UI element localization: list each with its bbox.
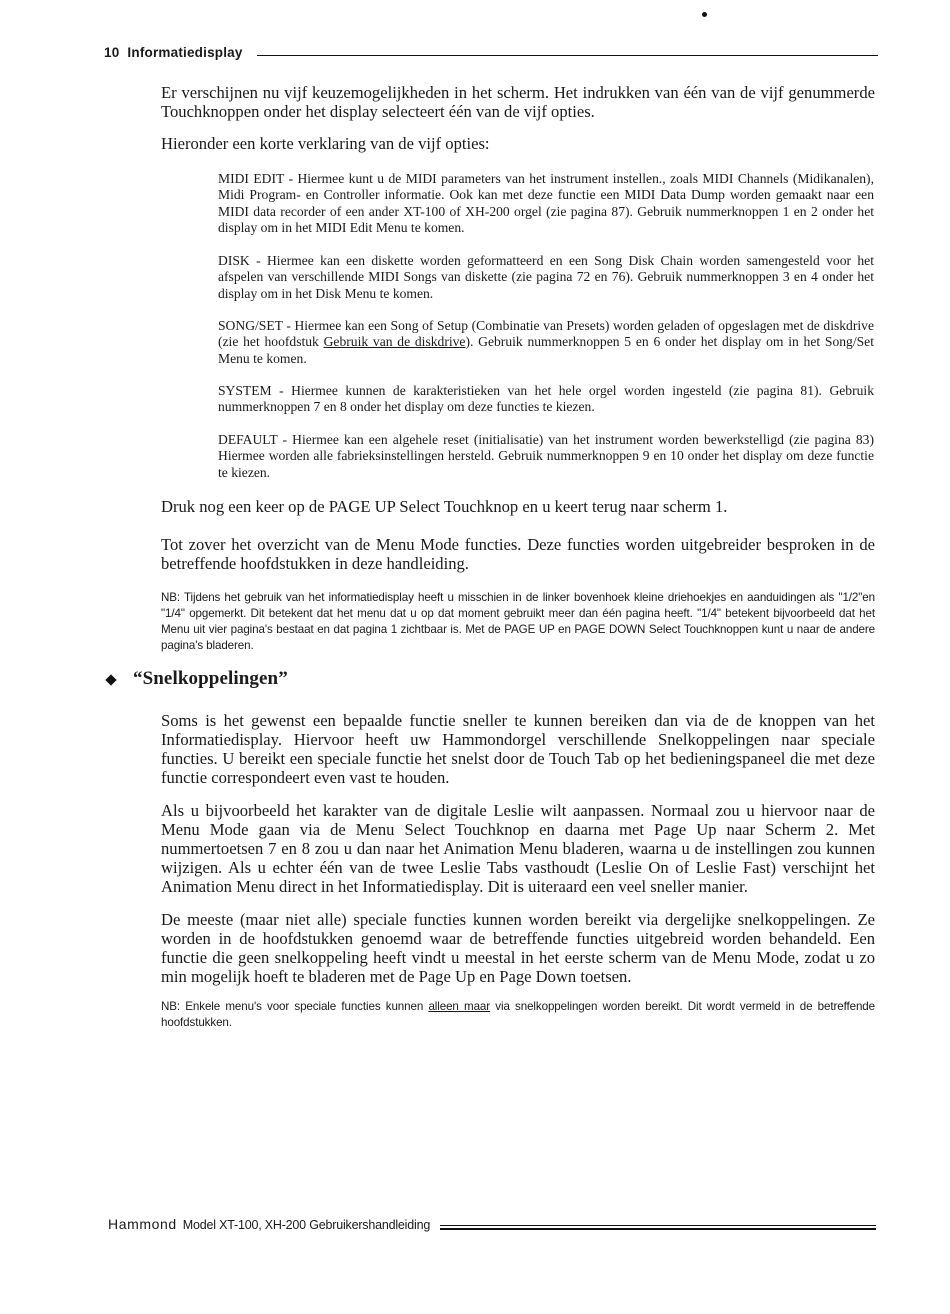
header-section-title: Informatiedisplay	[127, 44, 243, 60]
option-system: SYSTEM - Hiermee kunnen de karakteristieken van het hele orgel worden ingesteld (zie pagina 81). Gebruik nummerknoppen 7 en 8 onder het display om deze functies te kiezen.	[218, 383, 874, 415]
footer-brand: Hammond	[108, 1216, 177, 1232]
diamond-bullet-icon	[105, 674, 116, 685]
diskdrive-chapter-link: Gebruik van de diskdrive	[323, 334, 466, 350]
header-rule	[257, 55, 878, 56]
page-number: 10	[104, 44, 120, 60]
intro-paragraph-1: Er verschijnen nu vijf keuzemogelijkheden in het scherm. Het indrukken van één van de vijf genummerde Touchknoppen onder het display selecteert één van de vijf opties.	[161, 83, 875, 121]
note-page-indicators: NB: Tijdens het gebruik van het informatiedisplay heeft u misschien in de linker bovenhoek kleine driehoekjes en aanduidingen als "1/2"en "1/4" opgemerkt. Dit betekent dat het menu dat u op dat moment gebruikt meer dan één pagina heeft. "1/4" betekent bijvoorbeeld dat het Menu uit vier pagina's bestaat en dat pagina 1 zichtbaar is. Met de PAGE UP en PAGE DOWN Select Touchknoppen kunt u naar de andere pagina's bladeren.	[161, 591, 875, 652]
section-heading	[107, 667, 288, 691]
page-footer	[108, 1213, 876, 1231]
page-header	[104, 41, 878, 59]
shortcuts-paragraph-1: Soms is het gewenst een bepaalde functie sneller te kunnen bereiken dan via de de knoppen van het Informatiedisplay. Hiervoor heeft uw Hammondorgel verschillende Snelkoppelingen naar speciale functies. U bereikt een speciale functie het snelst door de Touch Tab op het bedieningspaneel die met deze functie correspondeert even vast te houden.	[161, 711, 875, 787]
shortcuts-paragraph-3: De meeste (maar niet alle) speciale functies kunnen worden bereikt via dergelijke snelkoppelingen. Ze worden in de hoofdstukken genoemd waar de betreffende functies uitgebreid worden behandeld. Een functie die geen snelkoppeling heeft vindt u meestal in het eerste scherm van de Menu Mode, zodat u zo min mogelijk hoeft te bladeren met de Page Up en Page Down toetsen.	[161, 910, 875, 986]
overview-paragraph: Tot zover het overzicht van de Menu Mode functies. Deze functies worden uitgebreider besproken in de betreffende hoofdstukken in deze handleiding.	[161, 535, 875, 573]
shortcuts-paragraph-2: Als u bijvoorbeeld het karakter van de digitale Leslie wilt aanpassen. Normaal zou u hiervoor naar de Menu Mode gaan via de Menu Select Touchknop en daarna met Page Up naar Scherm 2. Met nummertoetsen 7 en 8 zou u dan naar het Animation Menu bladeren, waarna u de instellingen zou kunnen wijzigen. Als u echter één van de twee Leslie Tabs vasthoudt (Leslie On of Leslie Fast) verschijnt het Animation Menu direct in het Informatiedisplay. Dit is uiteraard een veel sneller manier.	[161, 801, 875, 896]
section-heading-text: “Snelkoppelingen”	[133, 668, 288, 689]
option-song-set-text-start: SONG/SET - Hiermee kan een Song of Setup (Combinatie van Presets) worden geladen of opgeslagen met de diskdrive (zie het hoofdstuk	[218, 318, 874, 350]
option-disk: DISK - Hiermee kan een diskette worden geformatteerd en een Song Disk Chain worden samengesteld voor het afspelen van verschillende MIDI Songs van diskette (zie pagina 72 en 76). Gebruik nummerknoppen 3 en 4 onder het display om in het Disk Menu te komen.	[218, 253, 874, 301]
option-song-set-text-end: ). Gebruik nummerknoppen 5 en 6 onder het display om in het Song/Set Menu te komen.	[218, 334, 874, 366]
page-up-paragraph: Druk nog een keer op de PAGE UP Select Touchknop en u keert terug naar scherm 1.	[161, 497, 728, 516]
note-shortcuts-text-end: via snelkoppelingen worden bereikt. Dit wordt vermeld in de betreffende hoofdstukken.	[161, 1000, 876, 1029]
footer-rule	[440, 1225, 876, 1230]
option-song-set	[218, 318, 874, 367]
option-default: DEFAULT - Hiermee kan een algehele reset (initialisatie) van het instrument worden bewerkstelligd (zie pagina 83) Hiermee worden alle fabrieksinstellingen hersteld. Gebruik nummerknoppen 9 en 10 onder het display om deze functie te kiezen.	[218, 432, 874, 480]
decorative-dot	[702, 12, 707, 17]
intro-paragraph-2: Hieronder een korte verklaring van de vijf opties:	[161, 134, 490, 153]
note-shortcuts-text-start: NB: Enkele menu's voor speciale functies kunnen	[161, 1000, 429, 1013]
note-shortcuts-emphasis: alleen maar	[428, 1000, 491, 1013]
note-shortcuts-only	[161, 999, 875, 1031]
option-midi-edit: MIDI EDIT - Hiermee kunt u de MIDI parameters van het instrument instellen., zoals MIDI Channels (Midikanalen), Midi Program- en Controller informatie. Ook kan met deze functie een MIDI Data Dump worden gemaakt naar een MIDI data recorder of een ander XT-100 of XH-200 orgel (zie pagina 87). Gebruik nummerknoppen 1 en 2 onder het display om in het MIDI Edit Menu te komen.	[218, 171, 874, 236]
footer-title: Model XT-100, XH-200 Gebruikershandleiding	[182, 1217, 431, 1232]
